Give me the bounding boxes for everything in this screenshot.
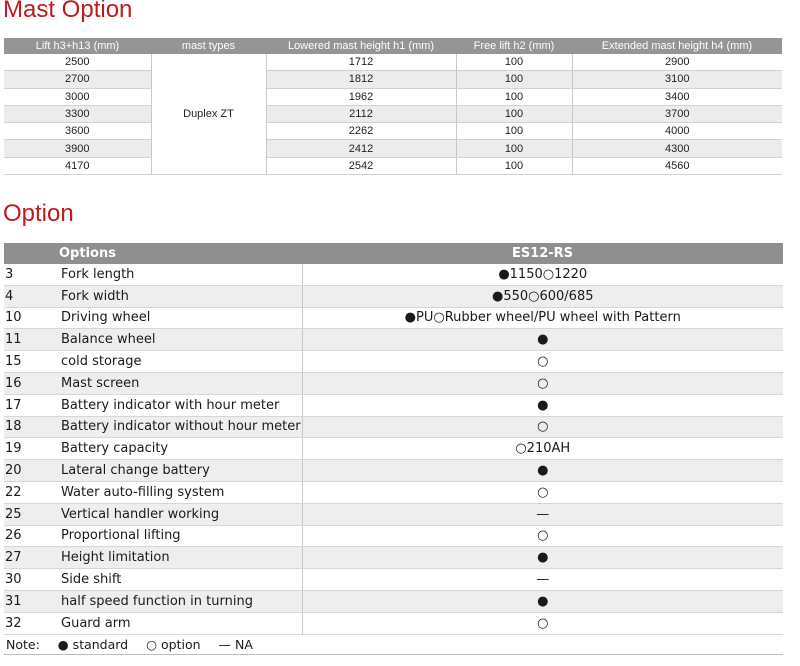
- note-na: — NA: [218, 637, 253, 652]
- option-name: Balance wheel: [59, 329, 302, 351]
- option-name: Side shift: [59, 569, 302, 591]
- option-number: 4: [4, 285, 59, 307]
- lift-cell: 3000: [4, 88, 151, 105]
- free-lift-cell: 100: [456, 54, 572, 71]
- header-mast-types: mast types: [151, 38, 266, 54]
- option-value: ○: [302, 416, 783, 438]
- option-name: Battery capacity: [59, 438, 302, 460]
- option-value: ○: [302, 481, 783, 503]
- option-value: ●: [302, 590, 783, 612]
- header-model: ES12-RS: [302, 243, 783, 264]
- free-lift-cell: 100: [456, 157, 572, 174]
- lift-cell: 3300: [4, 105, 151, 122]
- header-lift: Lift h3+h13 (mm): [4, 38, 151, 54]
- option-number: 27: [4, 547, 59, 569]
- extended-cell: 3400: [572, 88, 782, 105]
- option-number: 26: [4, 525, 59, 547]
- option-name: Vertical handler working: [59, 503, 302, 525]
- note-label: Note:: [6, 637, 40, 652]
- option-number: 15: [4, 351, 59, 373]
- table-row: [4, 416, 783, 438]
- lowered-cell: 1962: [266, 88, 456, 105]
- lowered-cell: 2542: [266, 157, 456, 174]
- option-value: ○: [302, 351, 783, 373]
- option-value: ○: [302, 612, 783, 634]
- option-name: Water auto-filling system: [59, 481, 302, 503]
- option-name: Proportional lifting: [59, 525, 302, 547]
- option-number: 20: [4, 460, 59, 482]
- table-row: [4, 547, 783, 569]
- option-number: 11: [4, 329, 59, 351]
- lowered-cell: 1712: [266, 54, 456, 71]
- table-row: [4, 329, 783, 351]
- option-name: half speed function in turning: [59, 590, 302, 612]
- option-number: 22: [4, 481, 59, 503]
- lowered-cell: 2112: [266, 105, 456, 122]
- table-row: [4, 372, 783, 394]
- table-row: [4, 590, 783, 612]
- lift-cell: 3900: [4, 140, 151, 157]
- table-row: [4, 569, 783, 591]
- mast-type-cell: Duplex ZT: [151, 54, 266, 175]
- mast-table-header: [4, 38, 782, 54]
- lift-cell: 3600: [4, 123, 151, 140]
- table-row: [4, 140, 782, 157]
- option-name: Lateral change battery: [59, 460, 302, 482]
- option-value: ●: [302, 460, 783, 482]
- table-row: [4, 394, 783, 416]
- extended-cell: 4300: [572, 140, 782, 157]
- option-value: ●550○600/685: [302, 285, 783, 307]
- table-row: [4, 71, 782, 88]
- note-standard: ● standard: [57, 637, 129, 652]
- lift-cell: 2700: [4, 71, 151, 88]
- extended-cell: 4000: [572, 123, 782, 140]
- option-name: Fork width: [59, 285, 302, 307]
- table-row: [4, 438, 783, 460]
- option-name: Driving wheel: [59, 307, 302, 329]
- option-number: 19: [4, 438, 59, 460]
- legend-note: [4, 635, 783, 655]
- option-number: 17: [4, 394, 59, 416]
- option-name: Battery indicator without hour meter: [59, 416, 302, 438]
- extended-cell: 3100: [572, 71, 782, 88]
- option-number: 32: [4, 612, 59, 634]
- option-name: Mast screen: [59, 372, 302, 394]
- option-value: —: [302, 503, 783, 525]
- header-free-lift: Free lift h2 (mm): [456, 38, 572, 54]
- table-row: [4, 525, 783, 547]
- option-value: ○210AH: [302, 438, 783, 460]
- lowered-cell: 2412: [266, 140, 456, 157]
- extended-cell: 4560: [572, 157, 782, 174]
- option-value: ●1150○1220: [302, 264, 783, 285]
- option-value: ○: [302, 525, 783, 547]
- options-table: [4, 243, 783, 635]
- free-lift-cell: 100: [456, 123, 572, 140]
- table-row: [4, 285, 783, 307]
- option-value: —: [302, 569, 783, 591]
- extended-cell: 3700: [572, 105, 782, 122]
- header-number: [4, 243, 59, 264]
- free-lift-cell: 100: [456, 105, 572, 122]
- lift-cell: 2500: [4, 54, 151, 71]
- table-row: [4, 105, 782, 122]
- option-number: 30: [4, 569, 59, 591]
- table-row: [4, 157, 782, 174]
- header-extended-height: Extended mast height h4 (mm): [572, 38, 782, 54]
- table-row: [4, 481, 783, 503]
- mast-option-title: Mast Option: [3, 0, 133, 23]
- note-option: ○ option: [146, 637, 201, 652]
- free-lift-cell: 100: [456, 88, 572, 105]
- option-name: Guard arm: [59, 612, 302, 634]
- option-name: Fork length: [59, 264, 302, 285]
- option-value: ●: [302, 547, 783, 569]
- table-row: [4, 54, 782, 71]
- table-row: [4, 264, 783, 285]
- header-lowered-height: Lowered mast height h1 (mm): [266, 38, 456, 54]
- table-row: [4, 460, 783, 482]
- free-lift-cell: 100: [456, 140, 572, 157]
- free-lift-cell: 100: [456, 71, 572, 88]
- lowered-cell: 2262: [266, 123, 456, 140]
- table-row: [4, 503, 783, 525]
- lift-cell: 4170: [4, 157, 151, 174]
- lowered-cell: 1812: [266, 71, 456, 88]
- header-options: Options: [59, 243, 302, 264]
- option-value: ●: [302, 394, 783, 416]
- table-row: [4, 351, 783, 373]
- table-row: [4, 88, 782, 105]
- option-name: cold storage: [59, 351, 302, 373]
- options-table-header: [4, 243, 783, 264]
- table-row: [4, 307, 783, 329]
- option-number: 3: [4, 264, 59, 285]
- option-number: 10: [4, 307, 59, 329]
- option-number: 25: [4, 503, 59, 525]
- option-name: Height limitation: [59, 547, 302, 569]
- option-value: ●PU○Rubber wheel/PU wheel with Pattern: [302, 307, 783, 329]
- option-value: ○: [302, 372, 783, 394]
- table-row: [4, 123, 782, 140]
- option-number: 31: [4, 590, 59, 612]
- option-value: ●: [302, 329, 783, 351]
- option-title: Option: [3, 200, 74, 227]
- option-number: 16: [4, 372, 59, 394]
- option-number: 18: [4, 416, 59, 438]
- extended-cell: 2900: [572, 54, 782, 71]
- mast-option-table: [4, 38, 782, 175]
- option-name: Battery indicator with hour meter: [59, 394, 302, 416]
- table-row: [4, 612, 783, 634]
